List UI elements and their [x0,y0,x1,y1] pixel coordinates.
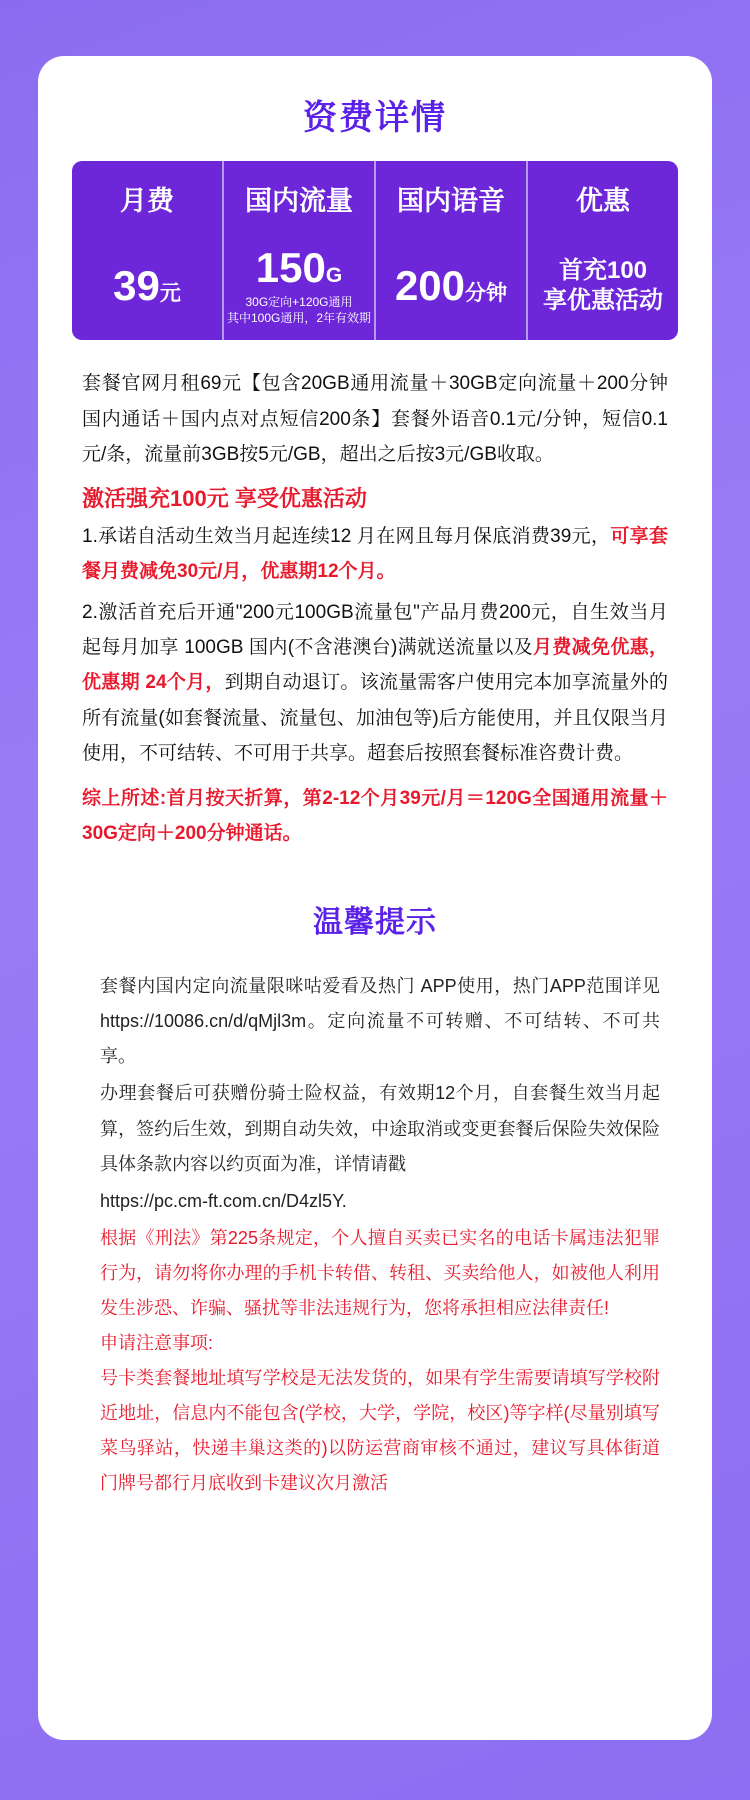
tips-link[interactable]: https://pc.cm-ft.com.cn/D4zl5Y. [100,1190,347,1211]
col-header-domestic-voice: 国内语音 [376,161,528,234]
promo-line-2: 享优惠活动 [543,287,663,315]
col-header-monthly-fee: 月费 [72,161,224,234]
tips-application-notice-body: 号卡类套餐地址填写学校是无法发货的，如果有学生需要请填写学校附近地址，信息内不能包含(学校，大学，学院，校区)等字样(尽量别填写菜鸟驿站，快递丰巢这类的)以防运营商审核不通过，建议写具体街道门牌号都行月底收到卡建议次月激活 [100,1368,660,1494]
details-section [38,366,712,851]
cell-domestic-data [224,234,376,340]
tips-line-1: 套餐内国内定向流量限咪咕爱看及热门 APP使用，热门APP范围详见https://10086.cn/d/qMjl3m。定向流量不可转赠、不可结转、不可共享。 [100,976,660,1067]
voice-value [378,264,524,308]
detail-summary: 综上所述:首月按天折算，第2-12个月39元/月＝120G全国通用流量＋30G定向＋200分钟通话。 [82,787,668,845]
cell-domestic-voice [376,234,528,340]
cell-monthly-fee [72,234,224,340]
cell-promotion [528,234,678,340]
tips-line-2: 办理套餐后可获赠份骑士险权益，有效期12个月，自套餐生效当月起算，签约后生效，到期自动失效，中途取消或变更套餐后保险失效保险具体条款内容以约页面为准，详情请戳 [100,1083,660,1174]
page-title: 资费详情 [303,99,447,137]
detail-item-1-black: 1.承诺自活动生效当月起连续12 月在网且每月保底消费39元， [82,525,611,547]
detail-item-2 [82,595,668,771]
data-unit: G [325,264,343,287]
promo-line-1: 首充100 [558,256,648,284]
detail-paragraph-1: 套餐官网月租69元【包含20GB通用流量＋30GB定向流量＋200分钟国内通话＋国内点对点短信200条】套餐外语音0.1元/分钟，短信0.1元/条，流量前3GB按5元/GB，超出之后按3元/GB收取。 [82,373,668,465]
rate-table-header-row [72,161,678,234]
tips-application-notice-title: 申请注意事项: [100,1333,214,1354]
tips-section [38,969,712,1501]
monthly-fee-unit: 元 [159,282,181,306]
activation-heading: 激活强充100元 享受优惠活动 [82,485,367,511]
detail-item-1-red: 可享套餐月费减免30元/月，优惠期12个月。 [82,525,668,583]
col-header-domestic-data: 国内流量 [224,161,376,234]
detail-item-2-part-a: 2.激活首充后开通"200元100GB流量包"产品月费200元，自生效当月起每月加享 100GB 国内(不含港澳台)满就送流量以及 [82,602,668,659]
detail-item-1 [82,519,668,589]
monthly-fee-value [74,264,220,308]
tips-title: 温馨提示 [313,906,437,940]
data-note-line-2: 其中100G通用，2年有效期 [226,311,372,326]
voice-unit: 分钟 [465,282,508,306]
tips-warning-law: 根据《刑法》第225条规定，个人擅自买卖已实名的电话卡属违法犯罪行为，请勿将你办理的手机卡转借、转租、买卖给他人，如被他人利用发生涉恐、诈骗、骚扰等非法违规行为，您将承担相应法律责任! [100,1227,660,1318]
detail-item-2-part-b: 到期自动退订。该流量需客户使用完本加享流量外的所有流量(如套餐流量、流量包、加油包等)后方能使用，并且仅限当月使用，不可结转、不可用于共享。超套后按照套餐标准咨费计费。 [82,672,668,764]
data-value [226,246,372,290]
data-number: 150 [255,244,326,291]
rate-table-value-row [72,234,678,340]
voice-number: 200 [394,262,466,310]
detail-item-2-red: 月费减免优惠，优惠期 24个月， [82,637,668,694]
page-title-wrap [38,90,712,139]
col-header-promotion: 优惠 [576,186,630,216]
rate-table [72,161,678,340]
data-note-line-1: 30G定向+120G通用 [245,295,353,310]
detail-card [38,56,712,1740]
monthly-fee-number: 39 [113,262,160,310]
